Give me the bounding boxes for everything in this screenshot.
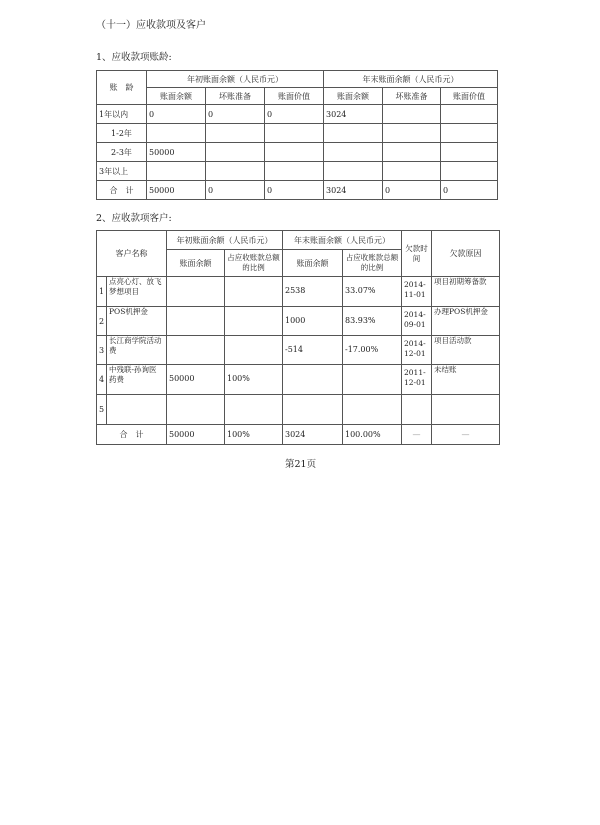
table-row [97,162,498,181]
cell: 50000 [167,425,225,445]
cell [441,105,498,124]
cell [167,307,225,336]
row-number: 2 [97,307,107,336]
cell [324,124,383,143]
table-row [97,365,500,395]
begin-group-header: 年初账面余额（人民币元） [167,231,283,250]
cell [343,395,402,425]
cell: 3024 [283,425,343,445]
aging-table [96,70,498,200]
end-group-header: 年末账面余额（人民币元） [324,71,498,88]
table-row [97,124,498,143]
table-row [97,336,500,365]
arrears-time-header: 欠款时间 [402,231,432,277]
arrears-reason [432,395,500,425]
page-number: 第21页 [285,459,317,470]
col-value: 账面价值 [441,88,498,105]
page-title: （十一）应收款项及客户 [96,20,206,31]
cell [265,124,324,143]
arrears-time: 2014-09-01 [402,307,432,336]
aging-header: 账 龄 [97,71,147,105]
row-label: 1-2年 [97,124,147,143]
cell [283,395,343,425]
arrears-time [402,395,432,425]
cell [206,162,265,181]
arrears-reason-header: 欠款原因 [432,231,500,277]
col-bad-debt: 坏账准备 [206,88,265,105]
cell: 100.00% [343,425,402,445]
cell [225,277,283,307]
cell [225,395,283,425]
cell: — [402,425,432,445]
cell: 100% [225,425,283,445]
cell [441,162,498,181]
cell: 100% [225,365,283,395]
table-row [97,105,498,124]
cell: 0 [265,181,324,200]
cell [265,162,324,181]
customer-name: 中残联-孙询医药费 [107,365,167,395]
cell: 50000 [147,143,206,162]
arrears-reason: 未结账 [432,365,500,395]
cell: 2538 [283,277,343,307]
cell: 83.93% [343,307,402,336]
table-row [97,395,500,425]
cell: -514 [283,336,343,365]
table-row [97,277,500,307]
arrears-time: 2014-12-01 [402,336,432,365]
cell: -17.00% [343,336,402,365]
cell: 50000 [167,365,225,395]
cell [383,105,441,124]
col-ratio: 占应收账款总额的比例 [225,250,283,277]
customer-header: 客户名称 [97,231,167,277]
begin-group-header: 年初账面余额（人民币元） [147,71,324,88]
cell: — [432,425,500,445]
cell [225,336,283,365]
arrears-time: 2011-12-01 [402,365,432,395]
cell [383,162,441,181]
cell [206,143,265,162]
col-ratio: 占应收账款总额的比例 [343,250,402,277]
row-label: 2-3年 [97,143,147,162]
col-value: 账面价值 [265,88,324,105]
col-bad-debt: 坏账准备 [383,88,441,105]
cell: 0 [265,105,324,124]
cell: 33.07% [343,277,402,307]
customer-name: 长江商学院活动费 [107,336,167,365]
customer-name: 点亮心灯、放飞梦想项目 [107,277,167,307]
cell [383,124,441,143]
total-row [97,425,500,445]
cell [147,162,206,181]
cell [167,336,225,365]
row-number: 4 [97,365,107,395]
cell: 0 [206,181,265,200]
cell: 3024 [324,105,383,124]
cell [324,143,383,162]
cell [343,365,402,395]
row-number: 3 [97,336,107,365]
arrears-reason: 项目活动款 [432,336,500,365]
cell [383,143,441,162]
row-label: 1年以内 [97,105,147,124]
col-balance: 账面余额 [324,88,383,105]
col-balance: 账面余额 [283,250,343,277]
cell: 0 [147,105,206,124]
customer-table [96,230,500,445]
cell: 3024 [324,181,383,200]
cell [225,307,283,336]
col-balance: 账面余额 [147,88,206,105]
table-row [97,307,500,336]
cell: 1000 [283,307,343,336]
row-number: 5 [97,395,107,425]
section2-heading: 2、应收款项客户: [96,213,172,224]
cell [283,365,343,395]
customer-name: POS机押金 [107,307,167,336]
cell [324,162,383,181]
cell: 0 [206,105,265,124]
cell [441,124,498,143]
row-label: 合 计 [97,181,147,200]
cell: 0 [441,181,498,200]
total-label: 合 计 [97,425,167,445]
end-group-header: 年末账面余额（人民币元） [283,231,402,250]
customer-name [107,395,167,425]
total-row [97,181,498,200]
arrears-time: 2014-11-01 [402,277,432,307]
arrears-reason: 项目初期筹备款 [432,277,500,307]
cell [167,277,225,307]
col-balance: 账面余额 [167,250,225,277]
cell: 50000 [147,181,206,200]
table-row [97,143,498,162]
cell [167,395,225,425]
cell [147,124,206,143]
cell: 0 [383,181,441,200]
cell [206,124,265,143]
row-number: 1 [97,277,107,307]
row-label: 3年以上 [97,162,147,181]
arrears-reason: 办理POS机押金 [432,307,500,336]
section1-heading: 1、应收款项账龄: [96,52,172,63]
cell [265,143,324,162]
cell [441,143,498,162]
